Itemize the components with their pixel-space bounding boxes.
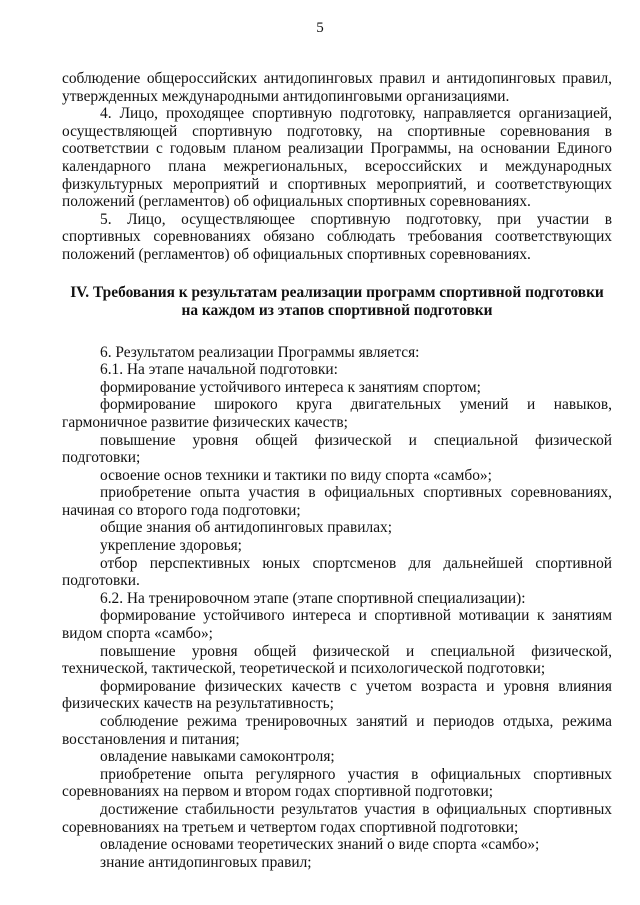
list-item: повышение уровня общей физической и специальной физической подготовки; [62,431,612,467]
document-body [62,70,612,871]
list-item: овладение навыками самоконтроля; [100,748,335,766]
list-item: достижение стабильности результатов участия в официальных спортивных соревнованиях на третьем и четвертом годах спортивной подготовки; [62,800,612,836]
list-item: приобретение опыта участия в официальных спортивных соревнованиях, начиная со второго года подготовки; [62,484,612,519]
list-item: общие знания об антидопинговых правилах; [100,519,393,537]
list-item: освоение основ техники и тактики по виду спорта «самбо»; [100,466,492,484]
paragraph-5: 5. Лицо, осуществляющее спортивную подготовку, при участии в спортивных соревнованиях обязано соблюдать требования соответствующих положений (регламентов) об официальных спортивных соревнованиях. [62,210,612,263]
paragraph-6-2: 6.2. На тренировочном этапе (этапе спортивной специализации): [100,589,526,607]
list-item: формирование физических качеств с учетом возраста и уровня влияния физических качеств на результативность; [62,677,612,713]
paragraph-6: 6. Результатом реализации Программы является: [100,343,420,361]
list-item: повышение уровня общей физической и специальной физической, технической, тактической, теоретической и психологической подготовки; [62,642,612,678]
list-item: укрепление здоровья; [100,537,242,555]
paragraph-4: 4. Лицо, проходящее спортивную подготовку, направляется организацией, осуществляющей спортивную подготовку, на спортивные соревнования в соответствии с годовым планом реализации Программы, на основании Единого календарного плана межрегиональных, всероссийских и международных физкультурных мероприятий и спортивных мероприятий, и соответствующих положений (регламентов) об официальных спортивных соревнованиях. [62,105,612,211]
list-item: приобретение опыта регулярного участия в официальных спортивных соревнованиях на первом и втором годах спортивной подготовки; [62,765,612,801]
list-item: знание антидопинговых правил; [100,853,312,871]
section-heading-line-2: на каждом из этапов спортивной подготовки [181,301,493,319]
paragraph-6-1: 6.1. На этапе начальной подготовки: [100,361,338,379]
section-heading-line-1: IV. Требования к результатам реализации программ спортивной подготовки [70,283,604,301]
list-item: соблюдение режима тренировочных занятий и периодов отдыха, режима восстановления и питания; [62,713,612,748]
section-heading [62,284,612,320]
list-item: отбор перспективных юных спортсменов для дальнейшей спортивной подготовки. [62,554,612,590]
list-item: формирование устойчивого интереса и спортивной мотивации к занятиям видом спорта «самбо»; [62,607,612,643]
list-item: овладение основами теоретических знаний о виде спорта «самбо»; [100,836,540,854]
paragraph-antidoping-continuation: соблюдение общероссийских антидопинговых правил и антидопинговых правил, утвержденных международными антидопинговыми организациями. [62,70,612,105]
list-item: формирование устойчивого интереса к занятиям спортом; [100,378,481,396]
list-item: формирование широкого круга двигательных умений и навыков, гармоничное развитие физических качеств; [62,396,612,431]
page-number: 5 [316,20,324,36]
